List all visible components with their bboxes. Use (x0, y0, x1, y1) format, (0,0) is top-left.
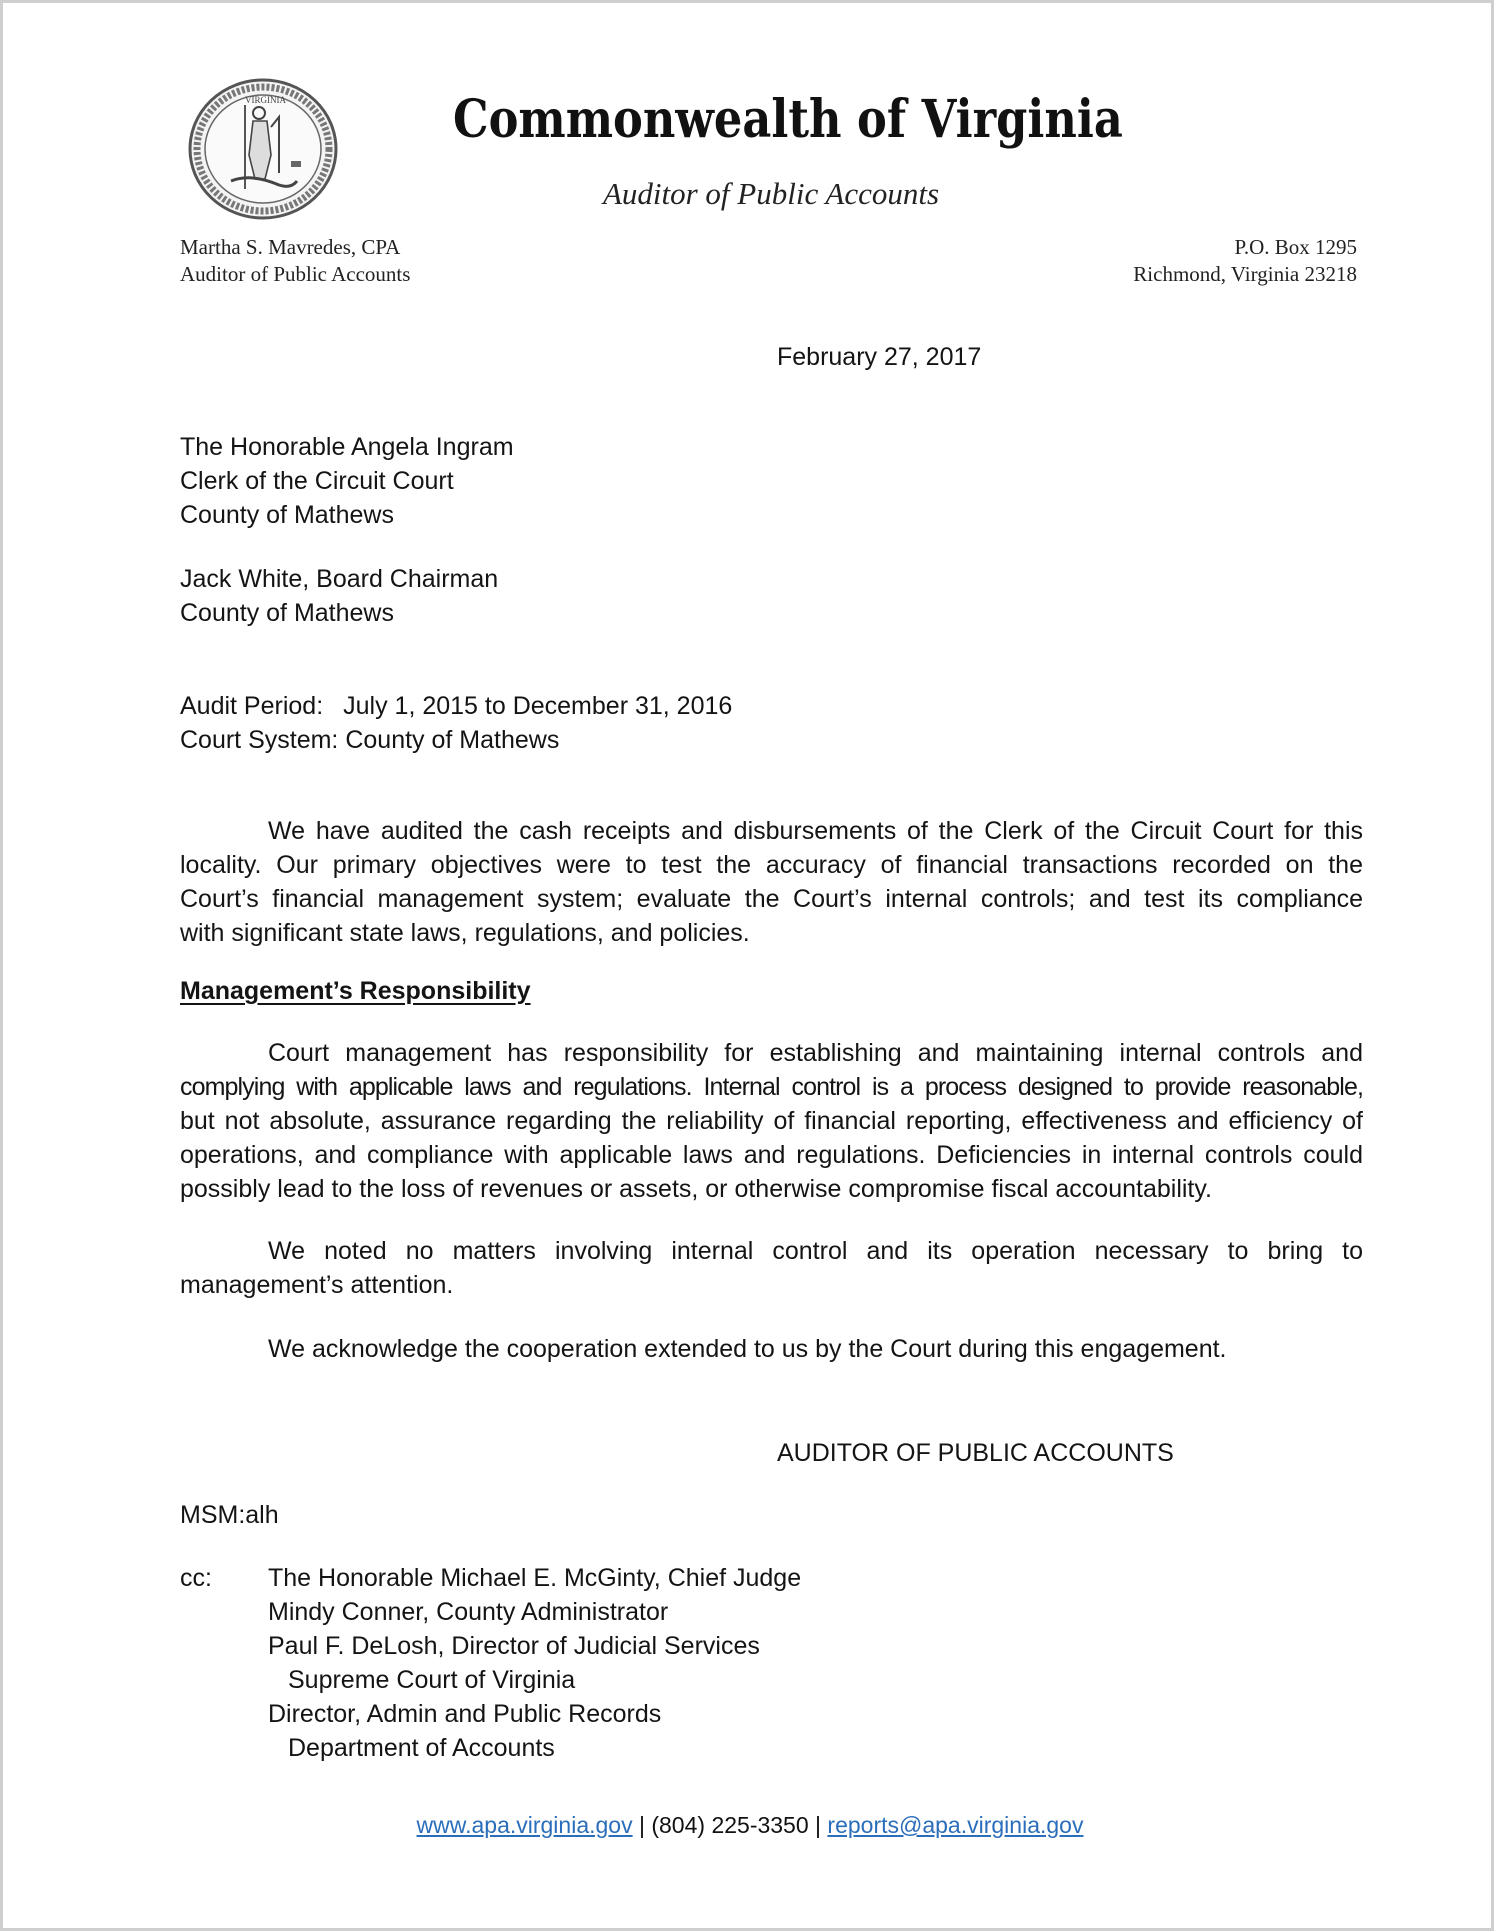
auditor-name: Martha S. Mavredes, CPA (180, 235, 401, 259)
cc-recipient-org: Supreme Court of Virginia (288, 1666, 576, 1694)
court-system (180, 726, 559, 755)
audit-period-value: July 1, 2015 to December 31, 2016 (343, 692, 733, 720)
website-link[interactable]: www.apa.virginia.gov (416, 1812, 633, 1838)
cc-recipient-org: Department of Accounts (288, 1734, 555, 1762)
court-system-label: Court System: (180, 726, 339, 754)
footer-contact (3, 1812, 1494, 1839)
virginia-seal-icon (187, 77, 339, 221)
audit-period-label: Audit Period: (180, 692, 324, 720)
paragraph-2-line: Court management has responsibility for establishing and maintaining internal controls and (268, 1039, 1363, 1067)
cc-recipient: Director, Admin and Public Records (268, 1700, 662, 1728)
addressee-1-line-2: Clerk of the Circuit Court (180, 467, 454, 495)
addressee-2-line-2: County of Mathews (180, 599, 394, 627)
addressee-2-line-1: Jack White, Board Chairman (180, 565, 499, 593)
paragraph-2-line: operations, and compliance with applicable laws and regulations. Deficiencies in internal controls could (180, 1141, 1363, 1169)
section-heading: Management’s Responsibility (180, 977, 531, 1005)
auditor-name-block (180, 234, 410, 288)
letter-date: February 27, 2017 (777, 343, 982, 371)
paragraph-2-line: possibly lead to the loss of revenues or assets, or otherwise compromise fiscal accountability. (180, 1175, 1212, 1203)
paragraph-4: We acknowledge the cooperation extended to us by the Court during this engagement. (268, 1335, 1227, 1363)
cc-recipient: The Honorable Michael E. McGinty, Chief Judge (268, 1564, 802, 1592)
cc-recipient: Mindy Conner, County Administrator (268, 1598, 669, 1626)
addressee-1-line-1: The Honorable Angela Ingram (180, 433, 514, 461)
svg-text:VIRGINIA: VIRGINIA (245, 95, 286, 105)
paragraph-1-line: Court’s financial management system; evaluate the Court’s internal controls; and test its compliance (180, 885, 1363, 913)
court-system-value: County of Mathews (345, 726, 560, 754)
po-box: P.O. Box 1295 (1234, 235, 1357, 259)
letterhead-title: Commonwealth of Virginia (453, 89, 1123, 150)
reference-initials: MSM:alh (180, 1501, 279, 1529)
paragraph-3-line: We noted no matters involving internal control and its operation necessary to bring to (268, 1237, 1363, 1265)
paragraph-2-line: but not absolute, assurance regarding the reliability of financial reporting, effectiveness and efficiency of (180, 1107, 1363, 1135)
phone-number: (804) 225-3350 (651, 1812, 809, 1838)
letterhead-subtitle: Auditor of Public Accounts (602, 176, 940, 211)
mailing-address-block (1133, 234, 1357, 288)
email-link[interactable]: reports@apa.virginia.gov (827, 1812, 1084, 1838)
footer-separator: | (815, 1812, 822, 1838)
cc-label: cc: (180, 1564, 212, 1592)
paragraph-1-line: We have audited the cash receipts and disbursements of the Clerk of the Circuit Court for this (268, 817, 1363, 845)
cc-recipient: Paul F. DeLosh, Director of Judicial Services (268, 1632, 760, 1660)
signature-block: AUDITOR OF PUBLIC ACCOUNTS (777, 1439, 1174, 1467)
audit-period (180, 692, 732, 721)
city-state-zip: Richmond, Virginia 23218 (1133, 262, 1357, 286)
paragraph-1-line: with significant state laws, regulations, and policies. (180, 919, 750, 947)
footer-separator: | (638, 1812, 645, 1838)
paragraph-1-line: locality. Our primary objectives were to test the accuracy of financial transactions recorded on the (180, 851, 1363, 879)
paragraph-3-line: management’s attention. (180, 1271, 454, 1299)
auditor-title: Auditor of Public Accounts (180, 262, 411, 286)
paragraph-2-line: complying with applicable laws and regulations. Internal control is a process designed to provide reasonable, (180, 1073, 1363, 1101)
addressee-1-line-3: County of Mathews (180, 501, 394, 529)
